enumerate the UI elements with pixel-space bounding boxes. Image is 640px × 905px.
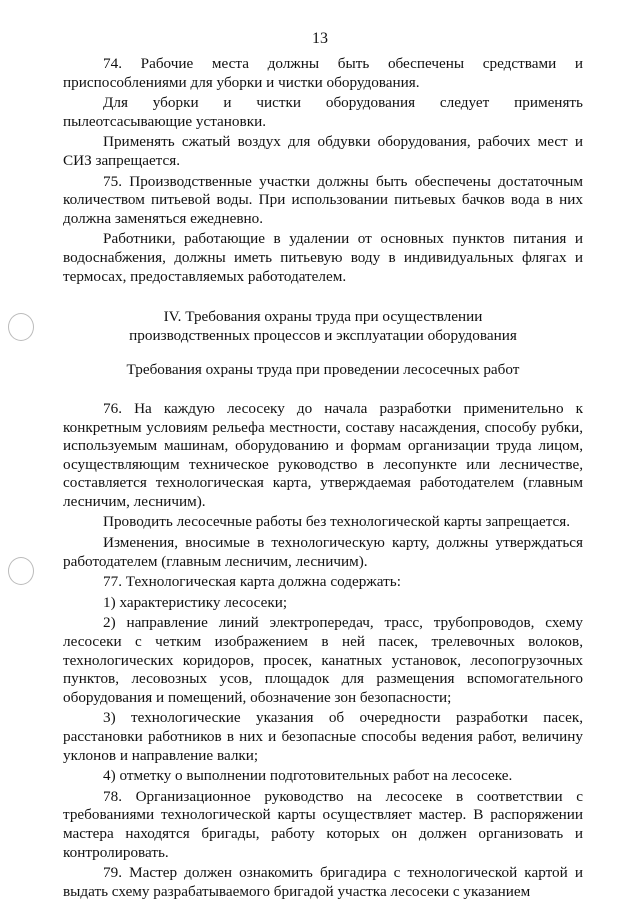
- paragraph: 77. Технологическая карта должна содержать:: [103, 573, 401, 591]
- paragraph: Проводить лесосечные работы без технологической карты запрещается.: [103, 513, 571, 531]
- punch-hole-mark: [8, 313, 34, 341]
- paragraph: 75. Производственные участки должны быть обеспечены достаточным количеством питьевой воды. При использовании питьевых бачков вода в них должна заменяться ежедневно.: [63, 172, 583, 227]
- paragraph: Изменения, вносимые в технологическую карту, должны утверждаться работодателем (главным лесничим, лесничим).: [63, 534, 583, 570]
- paragraph: 79. Мастер должен ознакомить бригадира с технологической картой и выдать схему разрабатываемого бригадой участка лесосеки с указанием: [63, 864, 583, 900]
- list-item: 4) отметку о выполнении подготовительных работ на лесосеке.: [103, 767, 513, 785]
- page-number: 13: [312, 30, 328, 47]
- list-item: 1) характеристику лесосеки;: [103, 593, 288, 611]
- section-heading: [63, 308, 583, 345]
- section-heading-line: IV. Требования охраны труда при осуществлении: [163, 308, 483, 326]
- page-body: [63, 55, 583, 903]
- paragraph: Для уборки и чистки оборудования следует применять пылеотсасывающие установки.: [63, 94, 583, 130]
- section-heading-line: производственных процессов и эксплуатации оборудования: [129, 326, 517, 344]
- list-item: 3) технологические указания об очередности разработки пасек, расстановки работников в них и безопасные способы ведения работ, величину уклонов и направление валки;: [63, 709, 583, 764]
- subsection-heading: Требования охраны труда при проведении лесосечных работ: [126, 361, 520, 379]
- paragraph: 76. На каждую лесосеку до начала разработки применительно к конкретным условиям рельефа местности, составу насаждения, способу рубки, используемым машинам, оборудованию и формам организации труда лицом, осуществляющим техническое руководство в лесопункте или лесничестве, составляется технологическая карта, утверждаемая работодателем (главным лесничим, лесничим).: [63, 399, 583, 510]
- paragraph: 74. Рабочие места должны быть обеспечены средствами и приспособлениями для уборки и чистки оборудования.: [63, 55, 583, 91]
- list-item: 2) направление линий электропередач, трасс, трубопроводов, схему лесосеки с четким изображением в ней пасек, трелевочных волоков, технологических коридоров, просек, канатных установок, лесопогрузочных пунктов, лесовозных усов, площадок для размещения вспомогательного оборудования и помещений, обозначение зон безопасности;: [63, 614, 583, 706]
- paragraph: Работники, работающие в удалении от основных пунктов питания и водоснабжения, должны иметь питьевую воду в индивидуальных флягах и термосах, предоставляемых работодателем.: [63, 230, 583, 285]
- paragraph: Применять сжатый воздух для обдувки оборудования, рабочих мест и СИЗ запрещается.: [63, 133, 583, 169]
- punch-hole-mark: [8, 557, 34, 585]
- paragraph: 78. Организационное руководство на лесосеке в соответствии с требованиями технологической карты осуществляет мастер. В распоряжении мастера находятся бригады, работу которых он должен организовать и контролировать.: [63, 787, 583, 861]
